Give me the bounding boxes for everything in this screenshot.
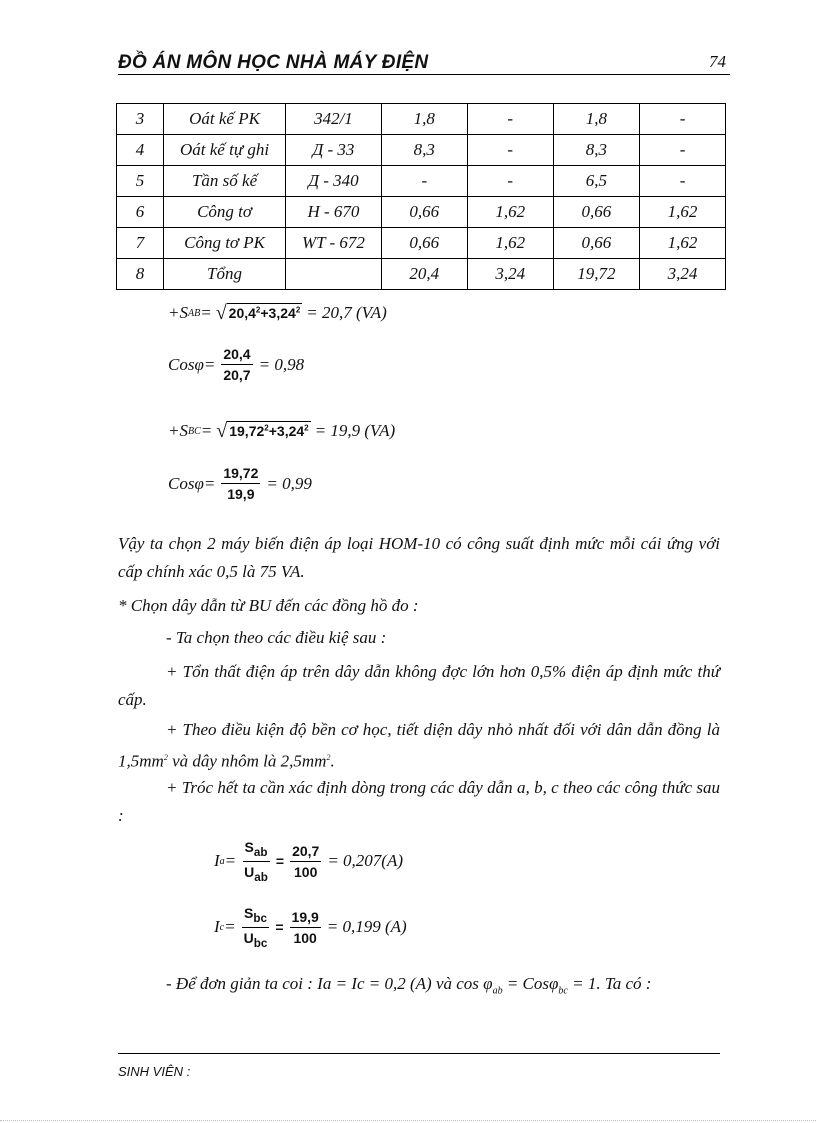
eq1-equals: = [200,303,212,322]
table-cell: 1,8 [553,104,639,135]
eq5-equals-2: = [275,853,285,870]
paragraph-wire-selection: * Chọn dây dẫn từ BU đến các đồng hồ đo : [118,596,419,615]
eq6-n1: S [244,905,254,921]
eq6-d1: U [243,929,254,946]
table-cell: 0,66 [553,197,639,228]
paragraph-conclusion: Vậy ta chọn 2 máy biến điện áp loại HOM-10 có công suất định mức mỗi cái ứng với cấp chính xác 0,5 là 75 VA. [118,534,720,581]
table-row [117,259,726,290]
eq5-n1: S [244,839,254,855]
eq5-d1-sub: ab [254,870,268,884]
eq2-rhs: = 0,98 [258,354,305,374]
eq6-rhs: = 0,199 (A) [326,917,407,937]
table-cell: 3,24 [640,259,726,290]
table-cell: 8,3 [553,135,639,166]
table-cell: Tần số kế [164,166,286,197]
eq6-n2: 19,9 [290,909,321,928]
eq3-rad-b: +3,24 [268,423,305,439]
table-cell: 20,4 [381,259,467,290]
table-cell: - [381,166,467,197]
p5-sup-2: 2 [326,753,331,762]
eq5-n1-sub: ab [253,845,268,859]
page-number: 74 [709,52,726,71]
table-cell: Công tơ [164,197,286,228]
p7-sub-bc: bc [558,985,568,997]
eq6-n1-sub: bc [253,911,267,925]
eq2-lhs: Cosφ= [168,354,216,374]
table-cell: - [467,166,553,197]
eq5-lhs: I [214,851,220,871]
table-cell: 0,66 [381,228,467,259]
table-row [117,135,726,166]
table-cell: - [467,135,553,166]
table-cell: 19,72 [553,259,639,290]
table-cell: H - 670 [286,197,382,228]
table-cell: Oát kế tự ghi [164,135,286,166]
table-cell: 5 [117,166,164,197]
p7-end: = 1. Ta có : [567,974,652,993]
eq5-rhs: = 0,207(A) [327,851,404,871]
paragraph-simplify [118,970,720,1005]
eq5-d1: U [244,863,255,880]
table-cell: WT - 672 [286,228,382,259]
sqrt-symbol: √ $20,4^2+3,24^2$ [215,302,301,324]
table-row [117,197,726,228]
equation-cos-2 [168,465,312,502]
p7-text: - Để đơn giản ta coi : Ia = Ic = 0,2 (A) và cos φ [166,974,493,993]
eq6-d1-sub: bc [253,936,268,950]
eq6-equals: = [224,917,236,937]
paragraph-mechanical [118,716,720,776]
table-cell: 1,62 [640,197,726,228]
eq2-num: 20,4 [221,346,252,365]
table-cell: 8 [117,259,164,290]
bottom-divider [0,1120,816,1121]
eq1-lhs: +S [168,303,188,322]
p7-mid: = Cosφ [502,974,559,993]
eq1-exp-b: 2 [295,305,301,315]
table-cell: 1,8 [381,104,467,135]
eq6-lhs: I [214,917,220,937]
eq6-equals-2: = [275,919,284,936]
student-label: SINH VIÊN : [118,1064,191,1079]
table-cell: 1,62 [640,228,726,259]
eq5-sub: a [219,855,225,867]
eq5-n2: 20,7 [290,843,321,862]
equation-cos-1 [168,346,304,383]
table-row [117,228,726,259]
eq2-den: 20,7 [223,367,251,383]
table-cell: - [640,135,726,166]
table-cell: 3 [117,104,164,135]
p5-c: . [330,751,335,771]
sqrt-symbol: √ $19,72^2+3,24^2$ [216,420,309,442]
table-cell: 0,66 [553,228,639,259]
table-cell: Д - 340 [286,166,382,197]
page-footer [118,1053,720,1079]
table-cell: 3,24 [467,259,553,290]
equation-s-bc [168,421,395,441]
document-title: ĐỒ ÁN MÔN HỌC NHÀ MÁY ĐIỆN [118,52,429,73]
page-header [118,52,730,75]
eq3-equals: = [200,421,213,440]
eq6-sub: c [219,921,225,933]
paragraph-conditions: - Ta chọn theo các điều kiệ sau : [166,628,387,647]
equation-ic [214,905,407,950]
eq4-rhs: = 0,99 [266,473,312,493]
table-cell: 8,3 [381,135,467,166]
eq3-rhs: = 19,9 (VA) [314,421,396,440]
eq6-d2: 100 [293,929,317,946]
eq3-exp-a: 2 [264,423,269,433]
table-cell: - [640,104,726,135]
p5-a: + Theo điều kiện độ bền cơ học, tiết diện dây nhỏ nhất đối với dân dẫn đồng là 1,5mm [118,720,720,771]
p5-sup-1: 2 [163,753,168,762]
table-cell: 4 [117,135,164,166]
table-cell: 0,66 [381,197,467,228]
eq3-rad-a: 19,72 [229,423,265,439]
equation-s-ab [168,303,387,323]
table-cell: Д - 33 [286,135,382,166]
fraction [242,839,270,884]
table-cell: 1,62 [467,228,553,259]
paragraph-current: + Tróc hết ta cần xác định dòng trong các dây dẫn a, b, c theo các công thức sau : [118,778,720,825]
eq4-den: 19,9 [227,486,255,502]
table-row [117,104,726,135]
table-cell: 6 [117,197,164,228]
table-cell [286,259,382,290]
p7-sub-ab: ab [492,985,503,997]
table-cell: - [640,166,726,197]
eq5-d2: 100 [294,863,318,880]
table-cell: Công tơ PK [164,228,286,259]
fraction [221,346,252,383]
paragraph-voltage-loss: + Tổn thất điện áp trên dây dẫn không đợc lớn hơn 0,5% điện áp định mức thứ cấp. [118,662,720,709]
table-cell: 1,62 [467,197,553,228]
eq3-exp-b: 2 [304,423,309,433]
eq1-rhs: = 20,7 (VA) [306,303,387,322]
fraction [290,843,321,880]
eq5-equals: = [224,851,237,871]
eq4-lhs: Cosφ= [168,473,216,493]
eq1-exp-a: 2 [255,305,261,315]
table-cell: 7 [117,228,164,259]
equation-ia [214,839,403,884]
eq4-num: 19,72 [221,465,260,484]
table-cell: Tổng [164,259,286,290]
eq1-sub: AB [187,307,201,319]
fraction [242,905,270,950]
eq3-sub: BC [187,425,201,437]
eq1-rad-b: +3,24 [260,305,296,321]
table-cell: 6,5 [553,166,639,197]
fraction [221,465,260,502]
table-cell: 342/1 [286,104,382,135]
table-cell: - [467,104,553,135]
eq1-rad-a: 20,4 [228,305,256,321]
fraction [290,909,321,946]
device-load-table [116,103,726,290]
table-cell: Oát kế PK [164,104,286,135]
p5-b: và dây nhôm là 2,5mm [167,751,327,771]
eq3-lhs: +S [168,421,188,440]
table-row [117,166,726,197]
